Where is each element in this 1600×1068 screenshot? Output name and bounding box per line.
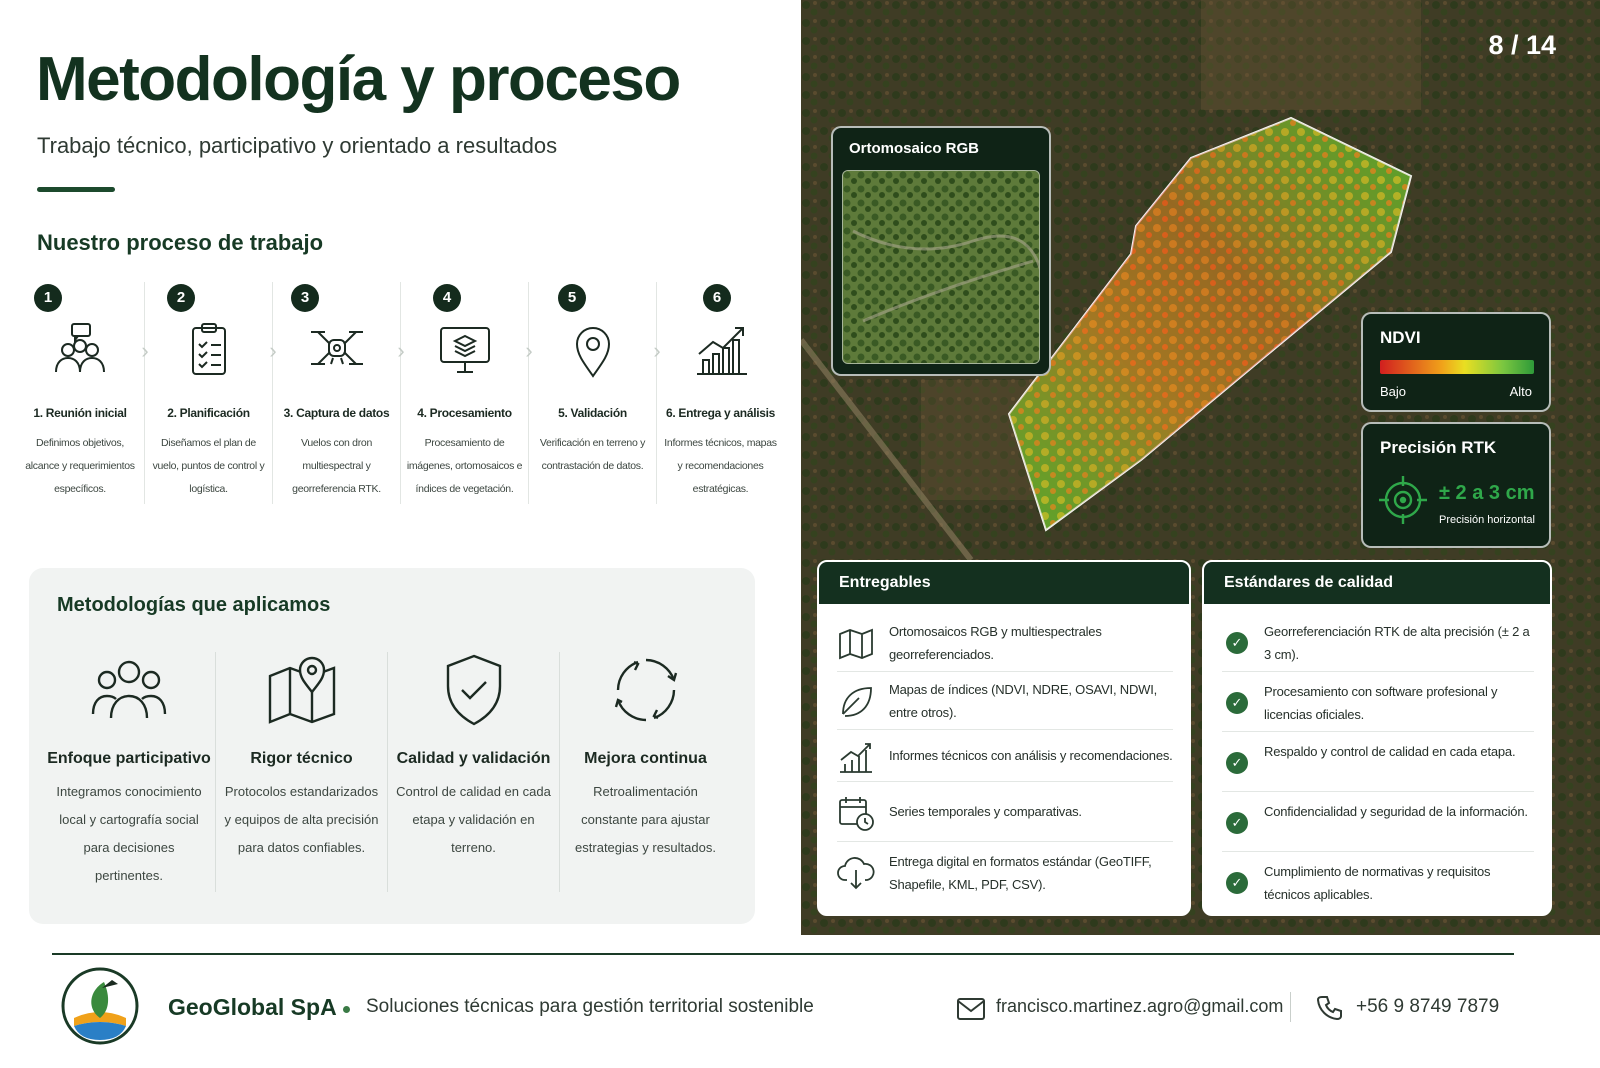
quality-panel	[1202, 560, 1552, 916]
step-description: Definimos objetivos, alcance y requerimientos específicos.	[25, 437, 135, 495]
deliverable-item	[837, 844, 1173, 904]
quality-item	[1222, 674, 1534, 732]
people-icon	[91, 652, 167, 728]
chevron-right-icon: ›	[397, 338, 405, 363]
step-number: 6	[703, 284, 731, 312]
step-description: Informes técnicos, mapas y recomendaciones estratégicas.	[664, 437, 777, 495]
method-item	[559, 652, 731, 892]
ndvi-color-scale	[1380, 360, 1534, 374]
step-number: 3	[291, 284, 319, 312]
monitor-layers-icon	[435, 320, 495, 380]
chevron-right-icon: ›	[653, 338, 661, 363]
step-label: 3. Captura de datos	[283, 406, 390, 420]
map-pin-icon	[264, 652, 340, 728]
deliverable-text: Ortomosaicos RGB y multiespectrales georreferenciados.	[889, 624, 1102, 662]
check-icon: ✓	[1226, 692, 1248, 714]
rtk-value: ± 2 a 3 cm	[1439, 482, 1535, 504]
rtk-note: Precisión horizontal	[1439, 514, 1535, 526]
deliverable-item	[837, 784, 1173, 842]
title-underline	[37, 187, 115, 192]
step-label: 4. Procesamiento	[417, 406, 512, 420]
leaf-icon	[837, 682, 875, 720]
calendar-clock-icon	[837, 794, 875, 832]
footer-divider	[52, 953, 1514, 955]
process-steps	[16, 282, 792, 504]
contact-phone[interactable]: +56 9 8749 7879	[1356, 996, 1500, 1017]
meeting-icon	[50, 320, 110, 380]
methods-title: Metodologías que aplicamos	[57, 594, 331, 616]
method-label: Enfoque participativo	[47, 750, 211, 767]
chevron-right-icon: ›	[141, 338, 149, 363]
ortho-image	[842, 170, 1040, 364]
chevron-right-icon: ›	[525, 338, 533, 363]
deliverable-text: Mapas de índices (NDVI, NDRE, OSAVI, NDWI, entre otros).	[889, 682, 1158, 720]
quality-item	[1222, 734, 1534, 792]
quality-text: Georreferenciación RTK de alta precisión (± 2 a 3 cm).	[1264, 624, 1530, 662]
quality-item	[1222, 794, 1534, 852]
method-label: Rigor técnico	[250, 750, 353, 767]
deliverable-item	[837, 616, 1173, 672]
rtk-card	[1361, 422, 1551, 548]
check-icon: ✓	[1226, 632, 1248, 654]
step-description: Vuelos con dron multiespectral y georreferencia RTK.	[292, 437, 381, 495]
cloud-download-icon	[837, 854, 875, 892]
chevron-right-icon: ›	[269, 338, 277, 363]
quality-text: Confidencialidad y seguridad de la información.	[1264, 804, 1528, 819]
company-tagline: Soluciones técnicas para gestión territorial sostenible	[366, 996, 814, 1017]
deliverable-text: Informes técnicos con análisis y recomendaciones.	[889, 748, 1173, 763]
location-pin-icon	[563, 320, 623, 380]
step-label: 2. Planificación	[167, 406, 250, 420]
process-step	[400, 282, 533, 504]
quality-title: Estándares de calidad	[1204, 562, 1550, 604]
process-step	[528, 282, 661, 504]
contact-email[interactable]: francisco.martinez.agro@gmail.com	[996, 996, 1284, 1016]
quality-text: Procesamiento con software profesional y licencias oficiales.	[1264, 684, 1498, 722]
step-label: 6. Entrega y análisis	[665, 406, 776, 420]
rtk-title: Precisión RTK	[1380, 438, 1497, 457]
footer-separator	[1290, 992, 1291, 1022]
process-step	[656, 282, 784, 504]
step-number: 2	[167, 284, 195, 312]
aerial-map	[801, 0, 1600, 935]
step-number: 1	[34, 284, 62, 312]
process-step	[144, 282, 277, 504]
methods-panel	[29, 568, 755, 924]
separator-dot	[343, 1006, 350, 1013]
quality-text: Respaldo y control de calidad en cada etapa.	[1264, 744, 1516, 759]
ndvi-high-label: Alto	[1509, 384, 1532, 399]
mail-icon	[956, 996, 986, 1022]
ortho-card	[831, 126, 1051, 376]
bar-chart-icon	[837, 738, 875, 776]
check-icon: ✓	[1226, 872, 1248, 894]
deliverable-item	[837, 674, 1173, 730]
deliverable-text: Entrega digital en formatos estándar (GeoTIFF, Shapefile, KML, PDF, CSV).	[889, 854, 1152, 892]
step-description: Diseñamos el plan de vuelo, puntos de control y logística.	[152, 437, 265, 495]
method-item	[215, 652, 387, 892]
drone-icon	[307, 320, 367, 380]
quality-item	[1222, 614, 1534, 672]
ndvi-title: NDVI	[1380, 328, 1421, 347]
check-icon: ✓	[1226, 752, 1248, 774]
page-counter: 8 / 14	[1488, 30, 1556, 60]
process-step	[272, 282, 405, 504]
shield-check-icon	[436, 652, 512, 728]
method-description: Protocolos estandarizados y equipos de alta precisión para datos confiables.	[224, 784, 379, 855]
phone-icon	[1316, 994, 1344, 1022]
clipboard-icon	[179, 320, 239, 380]
deliverables-title: Entregables	[819, 562, 1189, 604]
step-label: 1. Reunión inicial	[33, 406, 127, 420]
step-description: Verificación en terreno y contrastación de datos.	[539, 437, 646, 472]
page-title: Metodología y proceso	[36, 45, 680, 114]
quality-item	[1222, 854, 1534, 912]
ndvi-legend	[1361, 312, 1551, 412]
step-description: Procesamiento de imágenes, ortomosaicos e índices de vegetación.	[406, 437, 523, 495]
process-title: Nuestro proceso de trabajo	[37, 230, 324, 255]
ortho-title: Ortomosaico RGB	[849, 140, 980, 157]
deliverables-panel	[817, 560, 1191, 916]
method-label: Mejora continua	[584, 750, 707, 767]
step-number: 4	[433, 284, 461, 312]
method-description: Retroalimentación constante para ajustar estrategias y resultados.	[575, 784, 716, 855]
method-description: Control de calidad en cada etapa y validación en terreno.	[396, 784, 551, 855]
step-number: 5	[558, 284, 586, 312]
method-label: Calidad y validación	[396, 750, 551, 767]
quality-text: Cumplimiento de normativas y requisitos técnicos aplicables.	[1264, 864, 1491, 902]
map-icon	[837, 624, 875, 662]
deliverable-text: Series temporales y comparativas.	[889, 804, 1082, 819]
method-item	[387, 652, 559, 892]
process-step	[16, 282, 149, 504]
deliverable-item	[837, 732, 1173, 782]
method-description: Integramos conocimiento local y cartografía social para decisiones pertinentes.	[56, 784, 202, 883]
check-icon: ✓	[1226, 812, 1248, 834]
method-item	[43, 652, 215, 892]
cycle-arrows-icon	[608, 652, 684, 728]
step-label: 5. Validación	[558, 406, 627, 420]
page-subtitle: Trabajo técnico, participativo y orientado a resultados	[37, 133, 558, 158]
company-name: GeoGlobal SpA	[168, 994, 337, 1020]
ndvi-low-label: Bajo	[1380, 384, 1407, 399]
company-logo	[60, 966, 140, 1046]
orthomosaic-image	[843, 171, 1040, 364]
growth-chart-icon	[691, 320, 751, 380]
crosshair-icon	[1377, 474, 1429, 526]
